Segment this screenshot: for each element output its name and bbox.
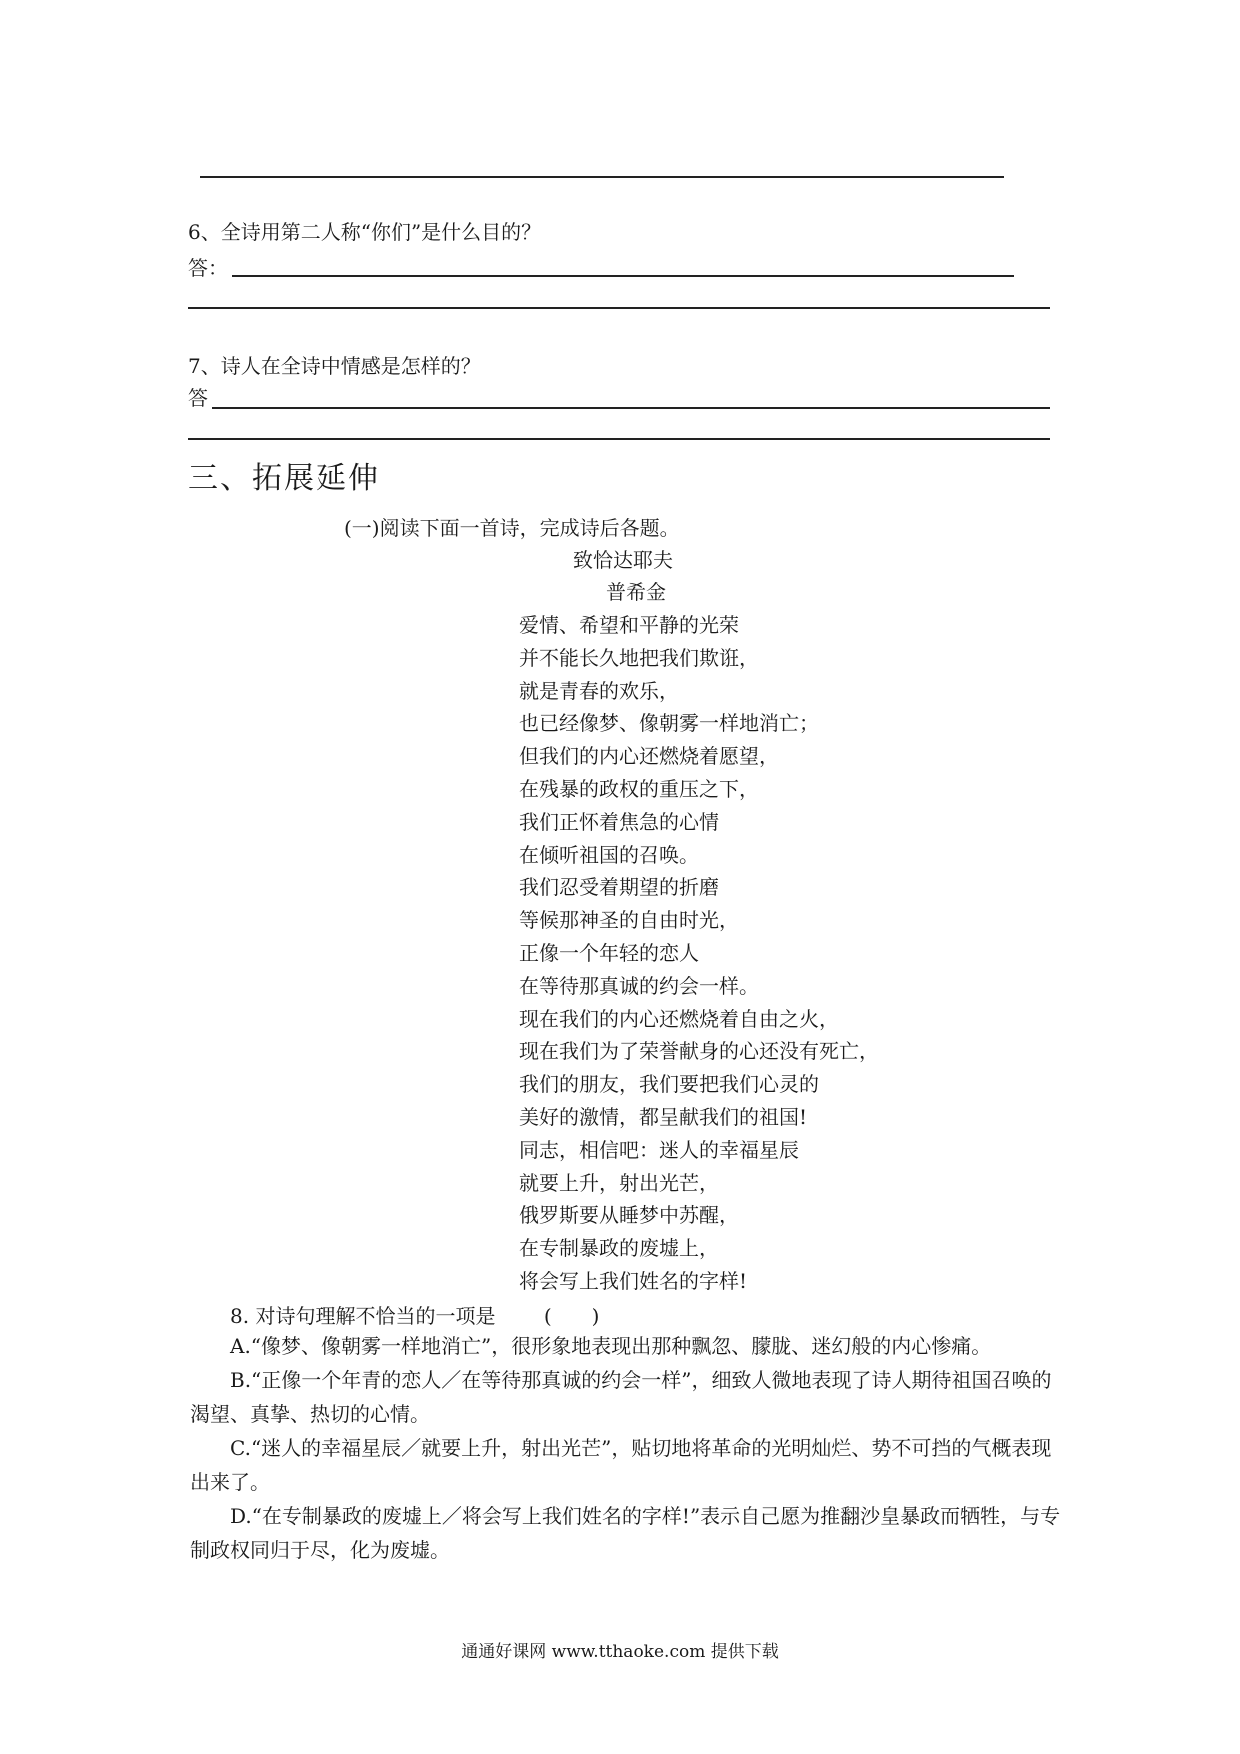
poem-line: 正像一个年轻的恋人: [519, 940, 699, 965]
option-b: B.“正像一个年青的恋人／在等待那真诚的约会一样”，细致人微地表现了诗人期待祖国召唤的渴望、真挚、热切的心情。: [190, 1368, 1052, 1426]
poem-line: 在等待那真诚的约会一样。: [519, 973, 759, 998]
poem-line: 我们的朋友，我们要把我们心灵的: [519, 1072, 819, 1097]
option-a: A.“像梦、像朝雾一样地消亡”，很形象地表现出那种飘忽、朦胧、迷幻般的内心惨痛。: [230, 1334, 992, 1358]
option-d: D.“在专制暴政的废墟上／将会写上我们姓名的字样!”表示自己愿为推翻沙皇暴政而牺牲，与专制政权同归于尽，化为废墟。: [190, 1504, 1061, 1562]
poem-line: 我们忍受着期望的折磨: [519, 875, 719, 900]
poem-line: 俄罗斯要从睡梦中苏醒，: [519, 1203, 739, 1228]
answer-label-6: 答：: [188, 256, 228, 280]
option-c: C.“迷人的幸福星辰／就要上升，射出光芒”，贴切地将革命的光明灿烂、势不可挡的气概表现出来了。: [190, 1436, 1052, 1494]
footer-credit: 通通好课网 www.tthaoke.com 提供下载: [461, 1642, 779, 1662]
answer-bracket: ( ): [543, 1304, 600, 1328]
poem-line: 但我们的内心还燃烧着愿望，: [519, 744, 779, 769]
answer-label-7: 答: [188, 386, 208, 410]
poem-line: 在倾听祖国的召唤。: [519, 842, 699, 867]
poem-title: 致恰达耶夫: [573, 548, 673, 572]
question-8-stem: 8. 对诗句理解不恰当的一项是: [230, 1304, 496, 1328]
poem-line: 在残暴的政权的重压之下，: [519, 776, 759, 801]
poem-line: 就是青春的欢乐，: [519, 678, 679, 703]
question-7: 7、诗人在全诗中情感是怎样的？: [188, 354, 481, 378]
poem-line: 现在我们的内心还燃烧着自由之火，: [519, 1006, 839, 1031]
answer-line-6b: [188, 307, 1050, 309]
reading-instruction: (一)阅读下面一首诗，完成诗后各题。: [344, 516, 680, 540]
poem-line: 并不能长久地把我们欺诳，: [519, 645, 759, 670]
question-6: 6、全诗用第二人称“你们”是什么目的？: [188, 220, 542, 244]
answer-line-7b: [188, 438, 1050, 440]
answer-line-7a: [212, 407, 1050, 409]
answer-line-6a: [232, 275, 1014, 277]
poem-line: 美好的激情，都呈献我们的祖国!: [519, 1104, 808, 1129]
poem-line: 等候那神圣的自由时光，: [519, 908, 739, 933]
poem-line: 爱情、希望和平静的光荣: [519, 613, 739, 637]
section-heading: 三、拓展延伸: [188, 461, 380, 496]
poem-line: 将会写上我们姓名的字样!: [519, 1268, 748, 1293]
question-8: [230, 1302, 599, 1330]
poem-line: 就要上升，射出光芒，: [519, 1170, 719, 1195]
poem-line: 我们正怀着焦急的心情: [519, 809, 719, 834]
poem-body: [519, 609, 879, 1298]
answer-line-prev: [200, 176, 1004, 178]
poem-line: 现在我们为了荣誉献身的心还没有死亡，: [519, 1039, 879, 1064]
poem-author: 普希金: [606, 580, 666, 604]
poem-line: 在专制暴政的废墟上，: [519, 1236, 719, 1261]
poem-line: 同志，相信吧：迷人的幸福星辰: [519, 1137, 799, 1162]
poem-line: 也已经像梦、像朝雾一样地消亡；: [519, 711, 819, 736]
